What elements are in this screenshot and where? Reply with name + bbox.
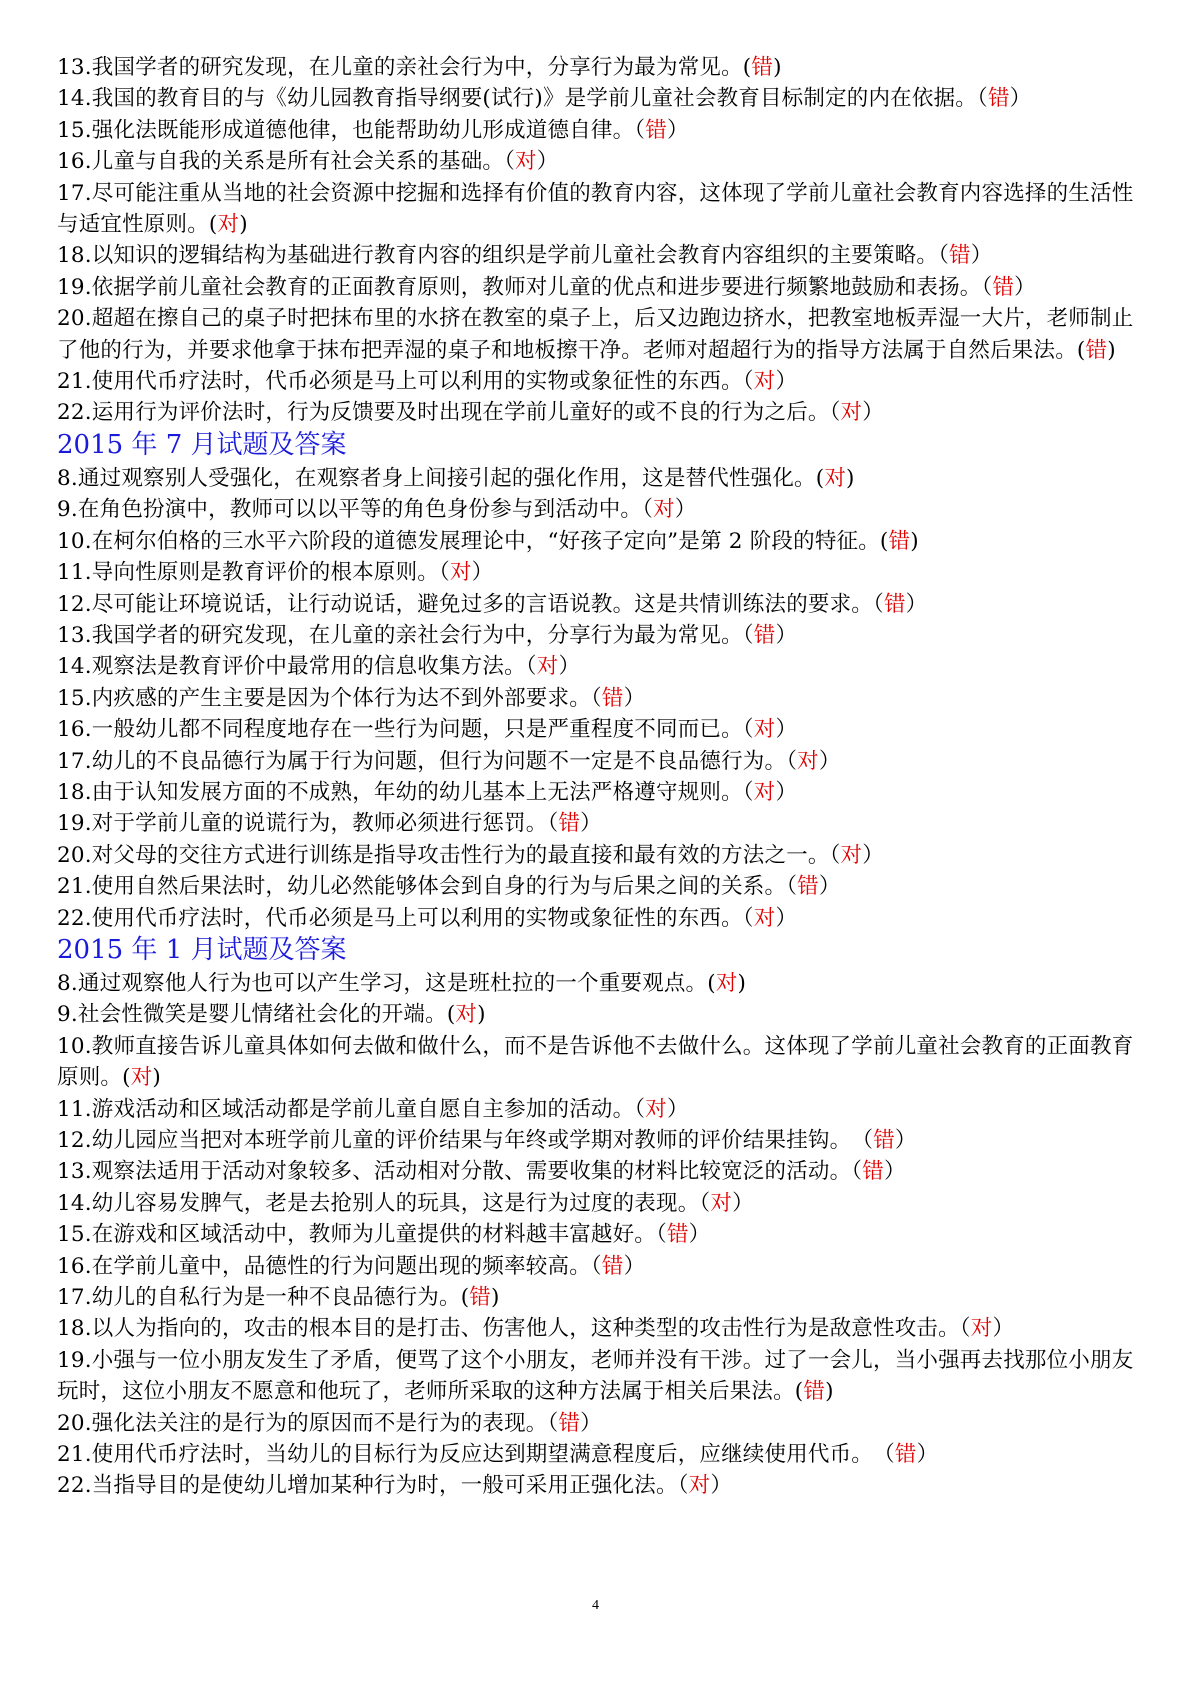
answer-close-paren: ） [580, 1410, 602, 1436]
answer-mark: 错 [803, 1379, 826, 1405]
answer-mark: 对 [710, 1190, 733, 1216]
question-text: 21.使用代币疗法时，代币必须是马上可以利用的实物或象征性的东西。（ [57, 369, 754, 395]
question-item [57, 1156, 1137, 1187]
answer-mark: 错 [873, 1128, 895, 1153]
answer-close-paren: ) [825, 1379, 834, 1405]
question-item [57, 272, 1137, 303]
question-text: 14.幼儿容易发脾气，老是去抢别人的玩具，这是行为过度的表现。（ [57, 1190, 711, 1216]
question-text: 15.在游戏和区域活动中，教师为儿童提供的材料越丰富越好。（ [57, 1222, 667, 1248]
answer-mark: 错 [992, 274, 1015, 300]
answer-close-paren: ） [710, 1473, 733, 1499]
question-item [57, 1251, 1137, 1282]
question-item [57, 366, 1137, 397]
question-item [57, 777, 1137, 808]
question-text: 11.导向性原则是教育评价的根本原则。（ [57, 560, 450, 586]
answer-mark: 对 [970, 1316, 993, 1342]
answer-close-paren: ） [883, 1159, 906, 1185]
answer-mark: 对 [536, 654, 559, 680]
answer-mark: 对 [715, 970, 738, 996]
answer-close-paren: ） [1009, 86, 1032, 112]
question-item [57, 714, 1137, 745]
question-text: 22.使用代币疗法时，代币必须是马上可以利用的实物或象征性的东西。（ [57, 905, 754, 931]
answer-mark: 对 [753, 779, 776, 805]
answer-mark: 错 [558, 811, 581, 837]
question-item [57, 1125, 1137, 1156]
question-text: 15.内疚感的产生主要是因为个体行为达不到外部要求。（ [57, 685, 602, 711]
question-item [57, 463, 1137, 494]
question-text: 19.小强与一位小朋友发生了矛盾，便骂了这个小朋友，老师并没有干涉。过了一会儿，当小强再去找那位小朋友玩时，这位小朋友不愿意和他玩了，老师所采取的这种方法属于相关后果法。( [57, 1347, 1134, 1405]
question-text: 22.当指导目的是使幼儿增加某种行为时，一般可采用正强化法。（ [57, 1473, 689, 1499]
answer-close-paren: ） [775, 779, 798, 805]
question-text: 13.我国学者的研究发现，在儿童的亲社会行为中，分享行为最为常见。( [57, 55, 752, 80]
answer-mark: 对 [840, 842, 863, 868]
answer-mark: 错 [666, 1222, 689, 1248]
answer-mark: 对 [753, 369, 776, 395]
answer-close-paren: ） [666, 1096, 689, 1122]
answer-close-paren: ） [992, 1316, 1015, 1342]
question-text: 18.由于认知发展方面的不成熟，年幼的幼儿基本上无法严格遵守规则。（ [57, 779, 754, 805]
answer-mark: 错 [558, 1410, 581, 1436]
question-text: 22.运用行为评价法时，行为反馈要及时出现在学前儿童好的或不良的行为之后。（ [57, 400, 841, 426]
question-item [57, 178, 1137, 241]
question-item [57, 589, 1137, 620]
question-item [57, 557, 1137, 588]
question-item [57, 1282, 1137, 1313]
question-text: 19.依据学前儿童社会教育的正面教育原则，教师对儿童的优点和进步要进行频繁地鼓励和表扬。（ [57, 274, 993, 300]
question-list [57, 52, 1137, 1502]
question-item [57, 840, 1137, 871]
question-item [57, 526, 1137, 557]
answer-mark: 错 [888, 528, 911, 554]
answer-close-paren: ） [471, 560, 494, 586]
answer-mark: 错 [753, 622, 776, 648]
answer-close-paren: ) [737, 970, 747, 996]
question-text: 10.教师直接告诉儿童具体如何去做和做什么，而不是告诉他不去做什么。这体现了学前儿童社会教育的正面教育原则。( [57, 1033, 1134, 1091]
answer-close-paren: ) [491, 1285, 500, 1311]
answer-mark: 对 [217, 212, 240, 238]
question-item [57, 397, 1137, 428]
question-item [57, 683, 1137, 714]
answer-mark: 错 [645, 117, 667, 143]
answer-mark: 对 [688, 1473, 711, 1499]
answer-close-paren: ） [775, 905, 798, 931]
question-item [57, 808, 1137, 839]
question-item [57, 1031, 1137, 1094]
answer-mark: 错 [469, 1285, 491, 1311]
question-text: 15.强化法既能形成道德他律，也能帮助幼儿形成道德自律。（ [57, 117, 646, 143]
section-heading: 2015 年 1 月试题及答案 [57, 934, 347, 965]
answer-mark: 对 [753, 717, 776, 743]
answer-close-paren: ） [818, 874, 841, 900]
answer-close-paren: ） [862, 400, 884, 426]
question-item [57, 1470, 1137, 1501]
question-text: 19.对于学前儿童的说谎行为，教师必须进行惩罚。（ [57, 811, 559, 837]
answer-mark: 错 [862, 1159, 884, 1185]
page-number: 4 [592, 1598, 599, 1613]
answer-close-paren: ） [666, 117, 689, 143]
question-text: 20.对父母的交往方式进行训练是指导攻击性行为的最直接和最有效的方法之一。（ [57, 842, 841, 868]
document-page [57, 52, 1137, 1502]
question-item [57, 999, 1137, 1030]
answer-close-paren: ） [775, 369, 798, 395]
answer-close-paren: ） [775, 622, 798, 648]
question-text: 12.尽可能让环境说话，让行动说话，避免过多的言语说教。这是共情训练法的要求。（ [57, 591, 884, 617]
question-item [57, 494, 1137, 525]
question-text: 17.幼儿的不良品德行为属于行为问题，但行为问题不一定是不良品德行为。（ [57, 748, 798, 774]
answer-close-paren: ） [623, 685, 646, 711]
question-item [57, 83, 1137, 114]
answer-mark: 对 [645, 1096, 667, 1122]
question-item [57, 871, 1137, 902]
question-text: 13.观察法适用于活动对象较多、活动相对分散、需要收集的材料比较宽泛的活动。（ [57, 1159, 863, 1185]
answer-close-paren: ) [910, 528, 919, 554]
answer-mark: 对 [449, 560, 472, 586]
answer-mark: 对 [753, 905, 776, 931]
answer-close-paren: ） [688, 1222, 711, 1248]
answer-mark: 错 [797, 874, 819, 900]
answer-close-paren: ） [732, 1190, 754, 1216]
answer-close-paren: ） [536, 149, 559, 175]
answer-close-paren: ) [773, 55, 782, 80]
answer-close-paren: ） [970, 243, 993, 269]
question-item [57, 1408, 1137, 1439]
answer-mark: 对 [515, 149, 537, 175]
answer-close-paren: ) [846, 465, 855, 491]
answer-close-paren: ） [818, 748, 841, 774]
answer-close-paren: ） [558, 654, 581, 680]
question-text: 14.我国的教育目的与《幼儿园教育指导纲要(试行)》是学前儿童社会教育目标制定的内在依据。（ [57, 86, 988, 112]
answer-mark: 错 [1085, 337, 1108, 363]
question-item [57, 1313, 1137, 1344]
answer-mark: 对 [130, 1065, 153, 1091]
question-text: 10.在柯尔伯格的三水平六阶段的道德发展理论中，“好孩子定向”是第 2 阶段的特征。( [57, 528, 889, 554]
answer-close-paren: ) [152, 1065, 161, 1091]
section-heading: 2015 年 7 月试题及答案 [57, 429, 347, 460]
answer-close-paren: ） [775, 717, 798, 743]
answer-close-paren: ） [1014, 274, 1036, 300]
question-item [57, 303, 1137, 366]
question-text: 17.幼儿的自私行为是一种不良品德行为。( [57, 1285, 470, 1311]
question-item [57, 903, 1137, 934]
question-item [57, 1345, 1137, 1408]
question-text: 8.通过观察别人受强化，在观察者身上间接引起的强化作用，这是替代性强化。( [57, 465, 825, 491]
answer-mark: 错 [949, 243, 971, 269]
question-item [57, 52, 1137, 83]
answer-close-paren: ） [674, 497, 697, 523]
question-text: 12.幼儿园应当把对本班学前儿童的评价结果与年终或学期对教师的评价结果挂钩。 （ [57, 1128, 874, 1153]
answer-close-paren: ） [894, 1128, 917, 1153]
question-text: 20.超超在擦自己的桌子时把抹布里的水挤在教室的桌子上，后又边跑边挤水，把教室地板弄湿一大片，老师制止了他的行为，并要求他拿于抹布把弄湿的桌子和地板擦干净。老师对超超行为的指导方法属于自然后果法。( [57, 306, 1134, 363]
question-item [57, 240, 1137, 271]
answer-mark: 错 [883, 591, 906, 617]
question-item [57, 968, 1137, 999]
answer-mark: 对 [824, 465, 847, 491]
question-text: 18.以人为指向的，攻击的根本目的是打击、伤害他人，这种类型的攻击性行为是敌意性攻击。（ [57, 1316, 971, 1342]
question-item [57, 651, 1137, 682]
question-item [57, 1094, 1137, 1125]
answer-close-paren: ） [862, 842, 884, 868]
answer-close-paren: ） [580, 811, 602, 837]
question-text: 11.游戏活动和区域活动都是学前儿童自愿自主参加的活动。（ [57, 1096, 646, 1122]
question-text: 14.观察法是教育评价中最常用的信息收集方法。（ [57, 654, 537, 680]
question-item [57, 1188, 1137, 1219]
question-text: 9.社会性微笑是婴儿情绪社会化的开端。( [57, 1002, 456, 1028]
answer-close-paren: ) [477, 1002, 486, 1028]
answer-close-paren: ） [623, 1253, 646, 1279]
answer-mark: 错 [987, 86, 1010, 112]
answer-close-paren: ） [905, 591, 928, 617]
answer-mark: 错 [601, 685, 624, 711]
answer-mark: 对 [455, 1002, 478, 1028]
question-item [57, 746, 1137, 777]
question-text: 16.在学前儿童中，品德性的行为问题出现的频率较高。（ [57, 1253, 602, 1279]
answer-mark: 对 [653, 497, 675, 523]
question-text: 21.使用代币疗法时，当幼儿的目标行为反应达到期望满意程度后，应继续使用代币。 （ [57, 1442, 895, 1468]
answer-close-paren: ） [916, 1442, 939, 1468]
answer-mark: 错 [751, 55, 774, 80]
answer-mark: 对 [840, 400, 863, 426]
answer-mark: 对 [797, 748, 819, 774]
question-text: 8.通过观察他人行为也可以产生学习，这是班杜拉的一个重要观点。( [57, 970, 716, 996]
question-text: 16.儿童与自我的关系是所有社会关系的基础。（ [57, 149, 516, 175]
answer-mark: 错 [894, 1442, 917, 1468]
question-item [57, 115, 1137, 146]
question-text: 21.使用自然后果法时，幼儿必然能够体会到自身的行为与后果之间的关系。（ [57, 874, 798, 900]
question-item [57, 146, 1137, 177]
question-item [57, 1439, 1137, 1470]
answer-close-paren: ) [1107, 337, 1116, 363]
question-text: 16.一般幼儿都不同程度地存在一些行为问题，只是严重程度不同而已。（ [57, 717, 754, 743]
question-item [57, 1219, 1137, 1250]
question-text: 17.尽可能注重从当地的社会资源中挖掘和选择有价值的教育内容，这体现了学前儿童社会教育内容选择的生活性与适宜性原则。( [57, 180, 1134, 238]
question-text: 9.在角色扮演中，教师可以以平等的角色身份参与到活动中。（ [57, 497, 654, 523]
answer-mark: 错 [601, 1253, 624, 1279]
question-text: 13.我国学者的研究发现，在儿童的亲社会行为中，分享行为最为常见。（ [57, 622, 754, 648]
answer-close-paren: ) [239, 212, 248, 238]
question-text: 18.以知识的逻辑结构为基础进行教育内容的组织是学前儿童社会教育内容组织的主要策略。（ [57, 243, 950, 269]
question-item [57, 620, 1137, 651]
question-text: 20.强化法关注的是行为的原因而不是行为的表现。（ [57, 1410, 559, 1436]
